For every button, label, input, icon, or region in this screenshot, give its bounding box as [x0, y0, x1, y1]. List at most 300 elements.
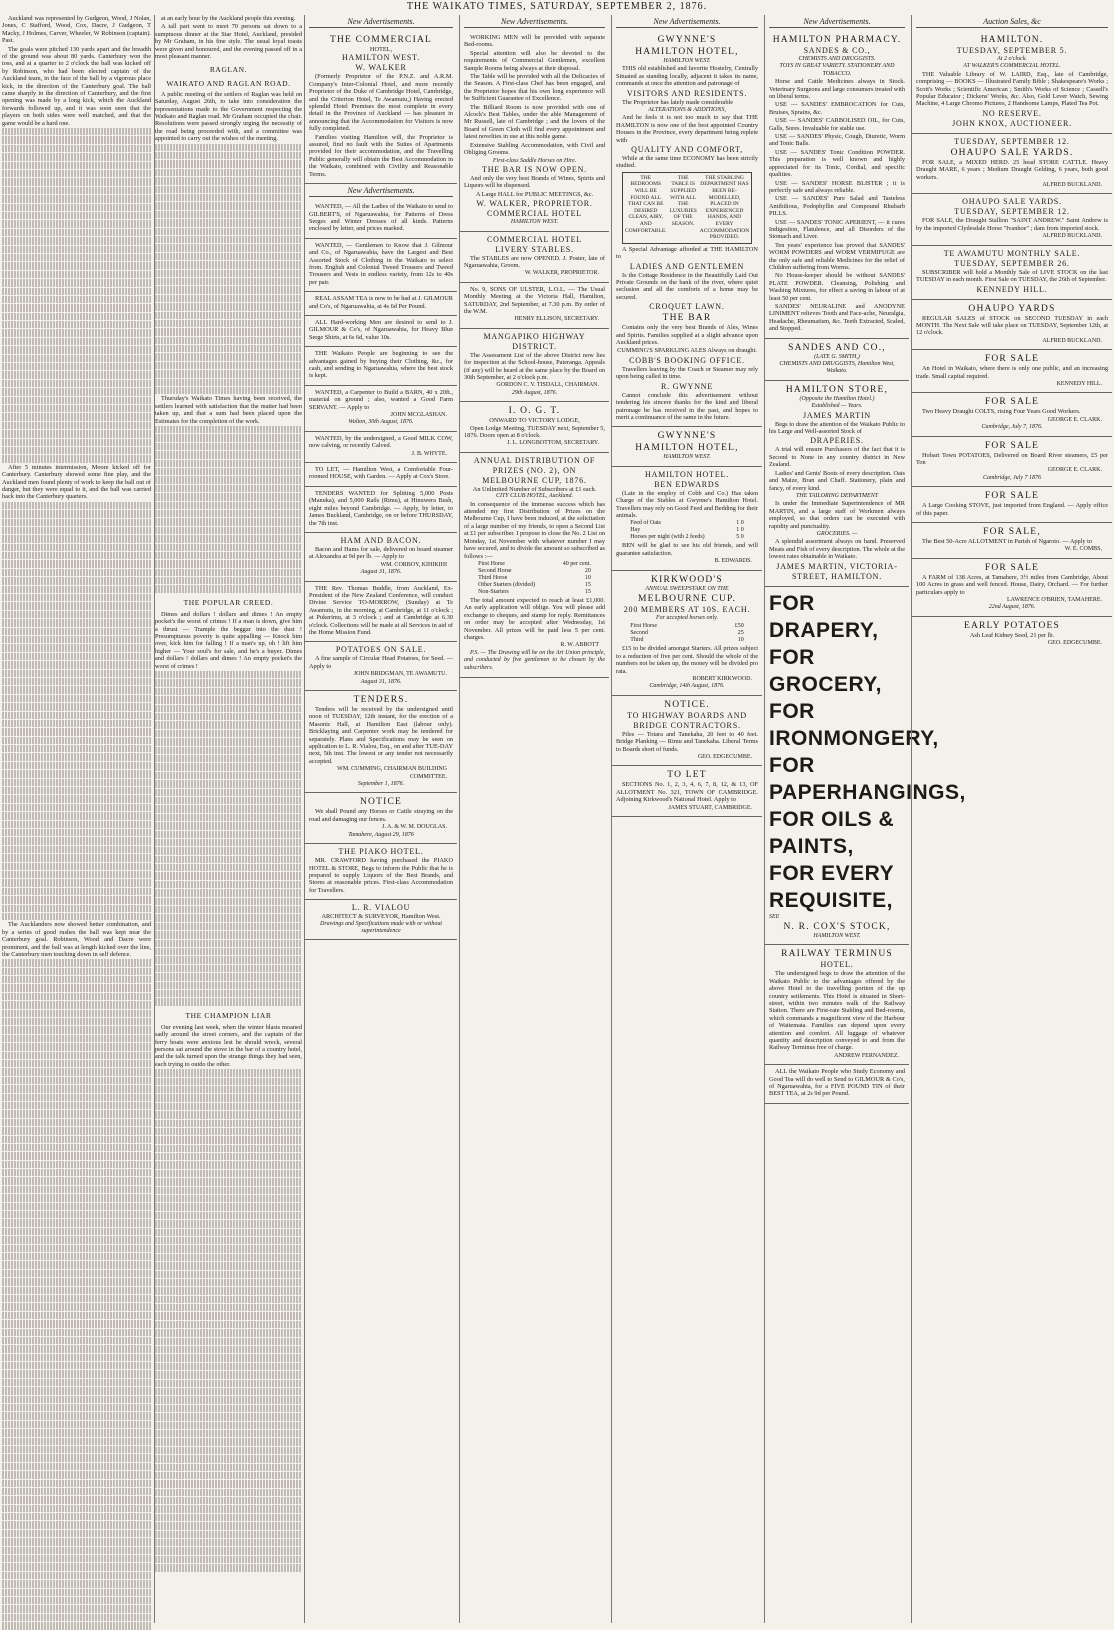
- ad-place: HAMILTON WEST.: [663, 58, 711, 64]
- poem-text: Dimes and dollars ! dollars and dimes ! An empty pocket's the worst of crimes ! If a man is down, give him a thrust — Trample the beggar into the dust ! Presumptuous poverty is quite appalling — Knock him over, kick him for falling ! If a man's up, oh ! lift him higher — Your soul's for sale, and he's a buyer. Dimes and dollars ! dollars and dimes ! An empty pocket's the worst of crimes !: [155, 610, 302, 670]
- story-continued: [155, 1069, 302, 1571]
- ad-date: 29th August, 1876.: [511, 389, 558, 396]
- ad-text: THIS old established and favorite Hostelry, Centrally Situated as standing locally, adjacent it takes its name, commands at once the attention and patronage of: [616, 65, 758, 88]
- ad-signature: W. WALKER, PROPRIETOR.: [476, 199, 593, 209]
- ad-name: HAMILTON HOTEL,: [635, 443, 739, 454]
- column-2-news: [154, 15, 302, 1623]
- ad-text: (Late in the employ of Cobb and Co.) Has taken Charge of the Stables at Gwynne's Hamilton Hotel. Travellers may rely on Good Feed and Bedding for their animals.: [616, 489, 758, 519]
- ad-farm-for-sale: [912, 559, 1112, 617]
- raglan-meeting: A public meeting of the settlers of Raglan was held on Saturday, August 26th, to take into consideration the representations made to the Government respecting the Waikato and Raglan road. Mr Graham occupied the chair. Resolutions were passed strongly urging the necessity of the road being proceeded with, and a committee was appointed to carry out the wishes of the meeting.: [155, 90, 302, 143]
- use-item: USE — SANDES' Physic, Cough, Diuretic, Worm and Tonic Balls.: [769, 133, 905, 148]
- ad-text: Cannot conclude this advertisement without tendering his sincere thanks for the kind and liberal patronage he has received in the past, and hopes to merit a continuance of the same in the future.: [616, 391, 758, 421]
- ad-te-awamutu-sale: [912, 246, 1112, 300]
- ad-text: SUBSCRIBER will hold a Monthly Sale of LIVE STOCK on the last TUESDAY in each month. First Sale on TUESDAY, the 26th of September.: [916, 268, 1108, 284]
- ad-title: FOR SALE: [984, 562, 1040, 573]
- ad-location: AT WALKER'S COMMERCIAL HOTEL.: [963, 63, 1061, 70]
- ad-title: SANDES AND CO.,: [788, 342, 886, 353]
- ad-name: N. R. COX'S STOCK,: [783, 921, 891, 932]
- ad-text: REGULAR SALES of STOCK on SECOND TUESDAY in each MONTH. The Next Sale will take place on TUESDAY, September 12th, at 12 o'clock.: [916, 314, 1108, 337]
- feature-stabling: THE STABLING DEPARTMENT HAS BEEN RE-MODELLED, PLACED IN EXPERIENCED HANDS, AND EVERY ACCOMMODATION PROVIDED.: [699, 174, 750, 241]
- ad-subtitle: (LATE G. SMITH,): [814, 353, 860, 360]
- ad-subtitle: ONWARD TO VICTORY LODGE,: [489, 417, 580, 425]
- ad-note: For accepted horses only.: [656, 614, 718, 621]
- ad-title: FOR SALE: [984, 397, 1040, 408]
- match-report: The goals were pitched 130 yards apart and the breadth of the ground was about 80 yards. Canterbury won the toss, and at a quarter to 2 o'clock the ball was kicked off by Robinson, who had been elected captain of the Auckland team, in the face of the ball by a vigorous place kick, in the direction of the Canterbury goal. The ball came sharply in the direction of Canterbury, and the first opening was made by a long kick, which the Auckland forwards followed up, and it was soon seen that the players on both sides were well matched, and that the game would be a hard one.: [2, 45, 151, 127]
- raglan-continued-2: [155, 426, 302, 593]
- ad-text: Horse and Cattle Medicines always in Stock. Veterinary Surgeons and large consumers treated with on liberal terms.: [769, 78, 905, 101]
- ad-signature: JOHN KNOX, AUCTIONEER.: [952, 118, 1072, 128]
- dinner-report-lead: at an early hour by the Auckland people this evening.: [161, 15, 296, 22]
- ad-note: P.S. — The Drawing will be on the Art Union principle, and conducted by five gentlemen to be chosen by the subscribers.: [464, 649, 605, 671]
- ad-date: TUESDAY, SEPTEMBER 26.: [954, 258, 1070, 268]
- ad-text: FOR SALE, a MIXED HERD. 25 head STORE CATTLE. Heavy Draught MARE, 6 years ; Medium Draught Gelding, 6 years, both good workers.: [916, 158, 1108, 181]
- ad-hamilton-pharmacy: [765, 31, 909, 339]
- ad-text: THE Valuable Library of W. LAIRD, Esq., late of Cambridge, comprising — BOOKS — Illustrated Family Bible ; Shakespeare's Works ; Scott's Works ; Scientific American ; Smith's Works of Science ; Cassell's Popular Educator ; Dickens' Works, &c. Also, Gold Lever Watch, Sewing Machine, 4 Large Chromo Pictures, 2 Handsome Lamps, Plated Tea Pot.: [916, 70, 1108, 108]
- use-item: USE — SANDES' CARBOLISED OIL, for Cuts, Galls, Sores. Invaluable for stable use.: [769, 117, 905, 132]
- ad-stove-for-sale: [912, 487, 1112, 523]
- ad-piako-hotel: [305, 844, 457, 900]
- column-heading: New Advertisements.: [616, 16, 758, 28]
- ad-text: THE Waikato People are beginning to see the advantages gained by buying their Clothing, &c., for cash, and sending to Ngaruawahia, where the best stock is kept.: [309, 350, 453, 380]
- ad-text: Piles — Totara and Tanekaha, 20 feet to 40 feet. Bridge Planking — Rimu and Tanekaha. Liberal Terms to Boards short of funds.: [616, 730, 758, 753]
- ad-name: BEN EDWARDS: [654, 479, 720, 489]
- ad-text: THE Rev. Thomas Buddle, from Auckland, Ex-President of the New Zealand Conference, will conduct Divine Service TO-MORROW, (Sunday) at Te Awamutu, in the morning, at Cambridge, at 11 o'clock ; at Pukerimu, at 3 o'clock ; and at Cambridge at 6.30 o'clock. Collections will be made at all Services in aid of the Home Mission Fund.: [309, 584, 453, 636]
- ad-laird-library: [912, 31, 1112, 134]
- closing-report: The Aucklanders now showed better combination, and by a series of good rushes the ball was kept near the Canterbury goal. Robinson, Wood and Dacre were prominent, and the ball was at length kicked over the line, the Canterbury men touching down in self defence.: [2, 921, 151, 958]
- ad-heading: VISITORS AND RESIDENTS.: [626, 88, 748, 98]
- ad-subtitle: TO HIGHWAY BOARDS AND BRIDGE CONTRACTORS.: [627, 710, 747, 730]
- ad-heading: COBB'S BOOKING OFFICE.: [629, 355, 745, 365]
- ad-text: WANTED, by the undersigned, a Good MILK COW, now calving, or recently Calved.: [309, 434, 453, 450]
- ad-date: August 31, 1876.: [360, 678, 402, 685]
- ad-signature: JAMES MARTIN, VICTORIA-STREET, HAMILTON.: [776, 561, 898, 581]
- column-heading: New Advertisements.: [769, 16, 905, 28]
- ad-title: I. O. G. T.: [508, 406, 561, 417]
- ad-title: NOTICE: [359, 797, 403, 808]
- ad-assam-tea: [305, 292, 457, 316]
- ad-title: ANNUAL DISTRIBUTION OF PRIZES (NO. 2), ON MELBOURNE CUP, 1876.: [473, 455, 596, 485]
- ad-text: ARCHITECT & SURVEYOR, Hamilton West.: [321, 913, 441, 921]
- ad-title: FOR SALE: [984, 491, 1040, 502]
- ad-body-2: Families visiting Hamilton will, the Proprietor is assured, find no fault with the Suites of Apartments provided for their accommodation, and the Travelling Public generally will obtain the Best Accommodation in the Waikato, combined with Civility and Reasonable Terms.: [309, 133, 453, 178]
- ad-heading: THE BAR: [662, 313, 712, 324]
- ad-date: September 1, 1876.: [357, 781, 405, 788]
- ad-text: £15 to be divided amongst Starters. All prizes subject to a reduction of five per cent. Should the whole of the numbers not be taken up, the money will be divided pro rata.: [616, 645, 758, 675]
- ad-clothing-cash: [305, 347, 457, 386]
- ad-signature: GEO. EDGECUMBE.: [1047, 640, 1102, 647]
- ad-title: COMMERCIAL HOTEL: [487, 209, 582, 219]
- ad-gilmour-tea: [765, 1065, 909, 1104]
- ad-ham-bacon: [305, 533, 457, 582]
- ad-tenders-hall: [305, 691, 457, 793]
- ad-allotment-for-sale: [912, 523, 1112, 559]
- ad-date: Tamahere, August 29, 1876: [348, 831, 414, 838]
- ad-hamilton-store: [765, 381, 909, 587]
- ad-date: August 31, 1876.: [360, 569, 402, 576]
- ad-date: Walton, 30th August, 1876.: [348, 419, 414, 426]
- ad-title: COMMERCIAL HOTEL: [487, 234, 582, 244]
- prize-row: First Horse £50: [630, 623, 744, 630]
- ad-proprietor: W. WALKER: [355, 63, 407, 73]
- ad-text: WANTED, — Gentlemen to Know that J. Gilmour and Co., of Ngaruawahia, have the Largest and Best Assorted Stock of Clothing in the Waikato to select from. English and Colonial Tweed Trousers and Tweed Trousers and Vests in endless variety, from 12s to 40s per pair.: [309, 241, 453, 286]
- ad-date: TUESDAY, SEPTEMBER 5.: [956, 46, 1068, 55]
- column-heading: New Advertisements.: [309, 16, 453, 28]
- ad-signature: ALFRED BUCKLAND.: [1042, 233, 1102, 240]
- ad-text: Is under the Immediate Superintendence of MR MARTIN, and a large staff of Workmen always employed, so that orders can be executed with rapidity and punctuality.: [769, 500, 905, 530]
- ad-text: First-class Saddle Horses on Hire.: [492, 157, 577, 164]
- feature-boxes: [622, 172, 752, 244]
- ad-text: CHEMISTS AND DRUGGISTS, Hamilton West, Waikato.: [779, 361, 895, 375]
- ad-saint-andrew: [912, 194, 1112, 245]
- ad-title: OHAUPO SALE YARDS.: [950, 147, 1074, 158]
- ad-heading: 200 MEMBERS AT 10S. EACH.: [623, 604, 751, 614]
- ad-text: Travellers leaving by the Coach or Steamer may rely upon being called in time.: [616, 365, 758, 381]
- ad-sandes-chemists: [765, 339, 909, 381]
- ad-title: OHAUPO YARDS: [968, 303, 1056, 314]
- ad-title: RAILWAY TERMINUS: [781, 949, 893, 960]
- ad-railway-terminus: [765, 945, 909, 1065]
- ad-carpenter-wanted: [305, 386, 457, 432]
- ad-signature: J. L. LONGBOTTOM, SECRETARY.: [507, 440, 599, 447]
- ad-subtitle: LIVERY STABLES.: [495, 244, 574, 254]
- ad-signature: ROBERT KIRKWOOD.: [692, 676, 752, 682]
- prize-row: Other Starters (divided) 15: [478, 581, 591, 588]
- ad-highway-notice: [612, 696, 762, 767]
- ad-title: FOR SALE,: [983, 527, 1041, 537]
- ad-text: No House-keeper should be without SANDES' PLATE POWDER. Cleansing, Polishing and Washing Mixtures, for effect a saving in labour of at least 50 per cent.: [769, 272, 905, 302]
- ad-early-potatoes: [912, 617, 1112, 652]
- ad-text: TO LET, — Hamilton West, a Comfortable Four-roomed HOUSE, with Garden. — Apply at Cox's Store.: [309, 466, 453, 481]
- ad-place: CITY CLUB HOTEL, Auckland.: [495, 493, 574, 500]
- ad-divine-service: [305, 582, 457, 643]
- ad-heading: ALTERATIONS & ADDITIONS,: [648, 107, 726, 114]
- ad-title: GWYNNE'S: [657, 35, 717, 45]
- ad-title: FOR SALE: [984, 440, 1040, 451]
- ad-title: THE COMMERCIAL: [329, 35, 433, 45]
- ad-title: TENDERS.: [353, 695, 409, 705]
- ad-text: Ladies' and Gents' Boots of every description. Oats and Maize, Bran and Chaff. Stationery, plain and fancy, of every kind.: [769, 469, 905, 492]
- ad-text: The Best 50-Acre ALLOTMENT in Parish of Ngaroto. — Apply to: [922, 538, 1093, 545]
- column-1-sport-report: [2, 15, 151, 1623]
- ad-sections-to-let: [612, 766, 762, 817]
- ad-potatoes-for-sale: [912, 437, 1112, 488]
- ad-text: The Billiard Room is now provided with one of Alcock's Best Tables, under the able Management of Mr Russell, late of Cambridge ; and the lovers of the Board of Green Cloth will find every appointment and latest novelties in use at this noble game.: [464, 103, 605, 141]
- ad-text: A trial will ensure Purchasers of the fact that it is Second to None in any country district in New Zealand.: [769, 446, 905, 469]
- story-heading: THE CHAMPION LIAR: [185, 1010, 272, 1020]
- ad-signature: J. B. WHYTE.: [411, 450, 447, 457]
- ad-subtitle: TOYS IN GREAT VARIETY. STATIONERY AND TOBACCO.: [779, 63, 895, 77]
- ad-signature: R. W. ABBOTT: [560, 642, 599, 649]
- ad-place: HAMILTON WEST.: [663, 454, 711, 461]
- ad-signature: JOHN BRIDGMAN, TE AWAMUTU.: [353, 671, 447, 678]
- use-item: USE — SANDES' HORSE BLISTER ; it is perfectly safe and always reliable.: [769, 179, 905, 194]
- ad-livery-stables: [460, 232, 609, 283]
- ad-title: POTATOES ON SALE.: [335, 645, 427, 655]
- masthead: THE WAIKATO TIMES, SATURDAY, SEPTEMBER 2, 1876.: [406, 1, 708, 12]
- ad-milk-cow: [305, 432, 457, 463]
- ad-signature: J. A. & W. M. DOUGLAS.: [381, 824, 447, 831]
- prize-list: [478, 561, 591, 596]
- ad-title: HAMILTON STORE,: [785, 384, 889, 395]
- ad-text: The undersigned begs to draw the attention of the Waikato Public to the advantages offered by the above Hotel to the travelling portion of the up country settlements. This Hotel is situated in Short-street, within two minutes walk of the Railway Station. There are First-rate Stabling and Bed-rooms, which commands a magnificent view of the Harbour of Waitemata. Families can depend upon every attention and comfort. All luggage of whatever quantity and description conveyed to and from the Railway Terminus free of charge.: [769, 970, 905, 1052]
- ad-text: A Special Advantage afforded at THE HAMILTON to: [616, 245, 758, 261]
- ad-signature: GEORGE E. CLARK.: [1047, 416, 1102, 423]
- section-heading: New Advertisements.: [309, 185, 453, 197]
- poem-heading: THE POPULAR CREED.: [183, 597, 274, 607]
- ad-gwynnes-hotel: [612, 31, 762, 427]
- ad-text: Extensive Stabling Accommodation, with Civil and Obliging Grooms.: [464, 141, 605, 157]
- ad-text: The STABLES are now OPENED. J. Poster, late of Ngaruawahia, Groom.: [464, 254, 605, 269]
- ad-subtitle: CHEMISTS AND DRUGGISTS.: [798, 56, 876, 62]
- cox-line: FOR EVERY REQUISITE,: [769, 861, 894, 912]
- prize-row: Non-Starters 15: [478, 588, 591, 595]
- cox-line: FOR DRAPERY,: [769, 591, 879, 642]
- ad-text: Special attention will also be devoted to the requirements of Commercial Gentlemen, excellent Sample Rooms being always at their disposal.: [464, 49, 605, 72]
- ad-subtitle: HOTEL,: [369, 46, 393, 53]
- ad-hotel-for-sale: [912, 350, 1112, 393]
- ad-heading: NO RESERVE.: [982, 108, 1042, 118]
- prize-list: [630, 623, 744, 644]
- ad-title: THE PIAKO HOTEL.: [338, 847, 424, 857]
- ad-signature: JOHN MCGLASHAN.: [390, 412, 447, 419]
- ad-text: Open Lodge Meeting, TUESDAY next, September 5, 1876. Doors open at 8 o'clock.: [464, 424, 605, 440]
- ad-title: TO LET: [667, 770, 707, 781]
- ad-text: WORKING MEN will be provided with separate Bed-rooms.: [464, 34, 605, 49]
- rates-list: [630, 520, 744, 541]
- cox-line: FOR GROCERY,: [769, 645, 882, 696]
- ad-text: The total amount expected to reach at least £1,000. An early application will oblige. You will please add exchange to cheques, and stamp for reply. Remittances on order may be accepted after Wednesday, 1st November. All prizes will be paid less 5 per cent. charges.: [464, 596, 605, 641]
- ad-ladies-wanted: [305, 200, 457, 239]
- ad-title: MANGAPIKO HIGHWAY DISTRICT.: [483, 331, 586, 351]
- ad-text: While at the same time ECONOMY has been strictly studied.: [616, 155, 758, 170]
- column-4-advertisements: [459, 15, 609, 1623]
- ad-signature: WM. CUMMING, CHAIRMAN BUILDING COMMITTEE.: [337, 766, 447, 780]
- ad-date: TUESDAY, SEPTEMBER 12.: [954, 207, 1070, 217]
- ad-text: Tenders will be received by the undersigned until noon of TUESDAY, 12th instant, for the erection of a Masonic Hall, at Hamilton East (labour only). Bricklaying and Carpenter work may be tendered for separately. Plans and Specifications may be seen on application to L. R. Vialou, Esq., on and after TUE-DAY next, 5th inst. The lowest or any tender not necessarily accepted.: [309, 706, 453, 765]
- ad-text: MR. CRAWFORD having purchased the PIAKO HOTEL & STORE, Begs to inform the Public that he is prepared to supply Liquors of the Best Brands, and Stores at reasonable prices. First-class Accommodation for Travellers.: [309, 857, 453, 894]
- ad-text: No. 9, SONS OF ULSTER, L.O.L. — The Usual Monthly Meeting at the Victoria Hall, Hamilton, SATURDAY, 2nd September, at 7.30 p.m. By order of the W.M.: [464, 285, 605, 315]
- ad-place: HAMILTON WEST.: [341, 53, 421, 63]
- ad-text: ALL the Waikato People who Study Economy and Good Tea will do well to Send to GILMOUR & Co's, of Ngaruawahia, for a FIVE POUND TIN of their BEST TEA, at 2s 9d per Pound.: [769, 1068, 905, 1098]
- ad-signature: KENNEDY HILL.: [976, 284, 1048, 294]
- ad-name: HAMILTON HOTEL,: [635, 47, 739, 57]
- ad-signature: ALFRED BUCKLAND.: [1042, 182, 1102, 189]
- ad-title: HAMILTON HOTEL.: [645, 469, 729, 479]
- ad-heading: MELBOURNE CUP.: [637, 593, 737, 604]
- ad-potatoes: [305, 642, 457, 691]
- ad-signature: WM. CORBOY, KIHIKIHI: [380, 561, 447, 568]
- ad-title: L. R. VIALOU: [351, 903, 411, 913]
- ad-signature: B. EDWARDS.: [714, 558, 752, 565]
- ad-text: In consequence of the immense success which has attended my first Distribution of Prizes on the Melbourne Cup, I have been induced, at the solicitation of a large number of my friends, to open a Second List at £1 per subscriber. I propose to close the No. 2 List on Monday, 1st November with whatever number I may have secured, and to divide the amount so subscribed as follows :—: [464, 500, 605, 560]
- ad-text: TENDERS WANTED for Splitting 5,000 Posts (Manuka), and 5,000 Rails (Rimu), at Hinuwera Bush, eight miles beyond Cambridge. — Apply, by letter, to James Buckland, Cambridge, on or before THURSDAY, the 7th inst.: [309, 489, 453, 527]
- ad-heading: THE TAILORING DEPARTMENT: [795, 492, 879, 499]
- column-heading: New Advertisements.: [464, 16, 605, 28]
- ad-text: A fine sample of Circular Head Potatoes, for Seed. — Apply to: [309, 655, 453, 670]
- ad-text: SANDES' NEURALINE and ANODYNE LINIMENT relieves Tooth and Face-ache, Neuralgia, Headache, Rheumatism, &c. Teeth Extracted, Scaled, and Stopped.: [769, 303, 905, 333]
- ad-text: A Large HALL for PUBLIC MEETINGS, &c.: [475, 190, 594, 198]
- ad-subtitle: ANNUAL SWEEPSTAKE ON THE: [645, 585, 729, 592]
- ad-subtitle: Established — Years.: [811, 403, 863, 410]
- ad-signature: HENRY ELLISON, SECRETARY.: [514, 316, 599, 323]
- raglan-subheading: WAIKATO AND RAGLAN ROAD.: [166, 79, 291, 89]
- rate-row: Hay 1 0: [630, 527, 744, 534]
- cox-line: FOR PAPERHANGINGS,: [769, 753, 966, 804]
- ad-signature: ANDREW FERNANDEZ.: [834, 1052, 899, 1059]
- ad-ohaupo-yards: [912, 300, 1112, 351]
- ad-time: At 2 o'clock.: [997, 56, 1027, 62]
- raglan-continued: [155, 144, 302, 395]
- ad-heading: LADIES AND GENTLEMEN: [629, 261, 745, 271]
- ad-pound-notice: [305, 793, 457, 844]
- use-item: USE — SANDES' Pure Salad and Tasteless Antibilious, Podophyllin and Compound Rhubarb PILLS.: [769, 195, 905, 218]
- continued-text: [2, 128, 151, 463]
- feature-bedrooms: THE BEDROOMS WILL BE FOUND ALL THAT CAN BE DESIRED CLEAN, AIRY, AND COMFORTABLE.: [625, 174, 667, 234]
- prize-row: Third Horse 10: [478, 574, 591, 581]
- ad-text: A Large Cooking STOVE, just imported from England. — Apply office of this paper.: [916, 502, 1108, 517]
- ad-iogt-lodge: [460, 402, 609, 453]
- ad-text: BEN will be glad to see his old friends, and will guarantee satisfaction.: [616, 542, 758, 557]
- ad-title: EARLY POTATOES: [963, 620, 1061, 631]
- ad-text: The Assessment List of the above District now lies for inspection at the School-house, Pateranga. Appeals (if any) will be heard at the same place by the Board on 30th September, at 2 o'clock p.m.: [464, 351, 605, 381]
- ad-place: HAMILTON WEST.: [510, 219, 559, 226]
- ad-title: GWYNNE'S: [657, 431, 717, 442]
- ad-date: TUESDAY, SEPTEMBER 12.: [954, 136, 1070, 146]
- ad-gwynnes-hotel-2: [612, 427, 762, 466]
- ad-heading: DRAPERIES.: [810, 436, 864, 446]
- ad-text: CUMMING'S SPARKLING ALES Always on draught.: [617, 347, 757, 355]
- ad-title: HAMILTON PHARMACY.: [772, 35, 902, 45]
- ad-name: JAMES MARTIN: [802, 410, 871, 420]
- ad-body: (Formerly Proprietor of the P.N.Z. and A.R.M. Company's Inter-Colonial Hotel, and more recently Proprietor of the Duke of Cambridge Hotel, Cambridge, and the Criterion Hotel, Te Awamutu,) Having erected splendid Hotel Premises the most complete in every detail in the Province of Auckland — has pleasure in announcing that the Accommodation for Visitors is now fully completed.: [309, 73, 453, 133]
- ad-tenders-posts: [305, 487, 457, 533]
- ad-note: Drawings and Specifications made with or without superintendence: [319, 920, 442, 934]
- continued-text-3: [2, 959, 151, 1629]
- ad-signature: R. GWYNNE: [660, 381, 714, 391]
- ad-text: Begs to draw the attention of the Waikato Public to his Large and Well-assorted Stock of: [769, 420, 905, 436]
- ad-sons-of-ulster: [460, 283, 609, 329]
- dinner-report: A tall part went to meet 70 persons sat down to a sumptuous dinner at the Star Hotel, Auckland, presided by Mr Graham, in his fine style. The usual loyal toasts were given and honoured, and the evening passed off in a most pleasant manner.: [155, 23, 302, 61]
- second-half-report: After 5 minutes intermission, Moore kicked off for Canterbury. Canterbury showed some fine play, and the Auckland men found plenty of work to keep the ball out of danger, but they were equal to it, and the ball was carried back into the Canterbury quarters.: [2, 463, 151, 501]
- ad-signature: W. E. COMBS,: [1064, 546, 1102, 553]
- ad-signature: GEO. EDGECUMBE.: [697, 754, 752, 761]
- ad-place: HAMILTON WEST.: [813, 932, 861, 939]
- column-3-advertisements: [304, 15, 457, 1623]
- ad-cox-stock: [765, 587, 966, 946]
- column-7-auction-sales: [911, 15, 1112, 1623]
- ad-text: Two Heavy Draught COLTS, rising Four Years Good Workers.: [922, 408, 1081, 416]
- cox-line: FOR OILS & PAINTS,: [769, 807, 895, 858]
- ad-date: Cambridge, July 7 1876: [983, 474, 1041, 481]
- ad-subtitle: HOTEL.: [820, 960, 854, 970]
- ad-architect: [305, 900, 457, 940]
- column-heading: Auction Sales, &c: [916, 16, 1108, 28]
- ad-title: KIRKWOOD'S: [651, 574, 723, 585]
- ad-mangapiko-highway: [460, 329, 609, 402]
- rate-row: Horses per night (with 2 feeds) 5 0: [630, 534, 744, 541]
- column-5-advertisements: [611, 15, 762, 1623]
- ad-colts-for-sale: [912, 393, 1112, 436]
- ad-text: FOR SALE, the Draught Stallion "SAINT ANDREW." Saint Andrew is by the imported Clydesdale Horse "Ivanhoe" ; dam from imported stock.: [916, 217, 1108, 232]
- ad-ohaupo-mixed-herd: [912, 134, 1112, 195]
- ad-serge-shirts: [305, 316, 457, 347]
- ad-date: 22nd August, 1876.: [988, 604, 1036, 611]
- ad-title: NOTICE.: [664, 699, 710, 710]
- ad-text: REAL ASSAM TEA is now to be had at J. GILMOUR and Co's, of Ngaruawahia, at 4s 6d Per Pound.: [309, 295, 454, 310]
- ad-title: FOR SALE: [984, 354, 1040, 365]
- ad-title: THE BAR IS NOW OPEN.: [482, 164, 587, 174]
- ad-text: Ten years' experience has proved that SANDES' WORM POWDERS and WORM VERMIFUGE are the only safe and reliable Medicines for the relief of Children suffering from Worms.: [769, 241, 905, 271]
- ad-signature: JAMES STUART, CAMBRIDGE.: [668, 804, 752, 811]
- team-list: Auckland was represented by Gudgeon, Wood, J Nolan, Jones, C Stafford, Wood, Cox, Dacre, J Gudgeon, T Macky, J Holmes, Carver, Wheeler, W Robinson (captain). Past.: [2, 15, 151, 45]
- prize-row: Second 25: [630, 630, 744, 637]
- poem-continued: [155, 671, 302, 1006]
- ad-title: TE AWAMUTU MONTHLY SALE.: [943, 248, 1081, 258]
- ad-text: And only the very best Brands of Wines, Spirits and Liquors will be dispensed.: [464, 174, 605, 190]
- ad-gentlemen-wanted: [305, 239, 457, 292]
- ad-signature: GEORGE E. CLARK.: [1047, 467, 1102, 474]
- ad-text: Ash Leaf Kidney Seed, 21 per lb.: [969, 631, 1055, 639]
- ad-text: Bacon and Hams for sale, delivered on board steamer at Alexandra at 9d per lb. — Apply to: [309, 545, 453, 561]
- column-6-advertisements: [764, 15, 966, 1623]
- ad-text: ALL Hard-working Men are desired to send to J. GILMOUR & Co's, of Ngaruawahia, for Heavy Blue Serge Shirts, at 6s 6d, value 10s.: [309, 318, 453, 341]
- use-item: USE — SANDES' EMBROCATION for Cuts, Bruises, Sprains, &c.: [769, 101, 905, 116]
- raglan-meeting-2: Thursday's Waikato Times having been received, the settlers learned with satisfaction that the matter had been taken up, and that a sum had been placed upon the Estimates for the completion of the work.: [155, 395, 302, 425]
- ad-subtitle: (Opposite the Hamilton Hotel.): [799, 395, 875, 402]
- ad-house-to-let: [305, 463, 457, 487]
- ad-text: Hobart Town POTATOES, Delivered on Board River steamers, £5 per Ton: [916, 451, 1108, 466]
- ad-commercial-hotel-continued: [460, 31, 609, 232]
- ad-text: A FARM of 138 Acres, at Tamahere, 3½ miles from Cambridge, About 100 Acres in grass and well fenced. House, Dairy, Orchard. — For further particulars apply to: [916, 573, 1108, 596]
- ad-text: SECTIONS No. 1, 2, 3, 4, 6, 7, 8, 12, & 13, OF ALLOTMENT No. 321, TOWN OF CAMBRIDGE. Adjoining Kirkwood's National Hotel. Apply to: [616, 781, 758, 804]
- prize-row: Second Horse 20: [478, 567, 591, 574]
- ad-text: The Table will be provided with all the Delicacies of the Season. A First-class Chef has been engaged, and the Proprietor hopes that his own long experience will be Sufficient Guarantee of Excellence.: [464, 73, 605, 103]
- ad-text: An Hotel in Waikato, where there is only one public, and an increasing trade. Small capital required.: [916, 365, 1108, 380]
- feature-table: THE TABLE IS SUPPLIED WITH ALL THE LUXURIES OF THE SEASON.: [669, 174, 697, 228]
- prize-row: First Horse 40 per cent.: [478, 560, 591, 567]
- continued-text-2: [2, 502, 151, 921]
- ad-text: WANTED, — All the Ladies of the Waikato to send to GILBERT'S, of Ngaruawahia, for Patterns of Dress Serges and Winter Dresses of all kinds. Patterns enclosed by letter, and prices marked.: [309, 203, 453, 233]
- ad-signature: W. WALKER, PROPRIETOR.: [524, 270, 599, 277]
- ad-date: Cambridge, July 7, 1876.: [981, 424, 1043, 431]
- rate-row: Feed of Oats 1 0: [630, 520, 744, 527]
- cox-line: FOR IRONMONGERY,: [769, 699, 939, 750]
- ad-subtitle: An Unlimited Number of Subscribers at £1 each.: [472, 485, 597, 493]
- ad-melbourne-cup-distribution: [460, 453, 609, 678]
- ad-name: SANDES & CO.,: [803, 46, 871, 55]
- ad-place: HAMILTON.: [980, 35, 1044, 45]
- ad-signature: KENNEDY HILL.: [1056, 380, 1102, 387]
- ad-text: A splendid assortment always on hand. Preserved Meats and Fish of every description. The whole at the lowest rates obtainable in Waikato.: [769, 538, 905, 561]
- ad-text: And he feels it is not too much to say that THE HAMILTON is now one of the best appointed Country Houses in the Province, every department being replete with: [616, 114, 758, 144]
- ad-heading: QUALITY AND COMFORT,: [631, 145, 743, 155]
- ad-text: Contains only the very best Brands of Ales, Wines and Spirits. Families supplied at a slight advance upon Auckland prices.: [616, 324, 758, 347]
- ad-heading: CROQUET LAWN.: [649, 302, 725, 312]
- ad-note: SEE: [769, 913, 780, 920]
- ad-commercial-hotel: [305, 31, 457, 184]
- ad-signature: GORDON C. V. TISDALL, CHAIRMAN.: [496, 382, 599, 389]
- raglan-heading: RAGLAN.: [209, 65, 248, 75]
- ad-text: We shall Pound any Horses or Cattle straying on the road and damaging our fences.: [309, 808, 453, 823]
- ad-date: Cambridge, 14th August, 1876.: [649, 683, 725, 690]
- ad-title: HAM AND BACON.: [340, 535, 422, 545]
- story-text: Our evening last week, when the winter blasts moaned sadly around the street corners, and the captain of the ferry boats were anxious lest he should wreck, several persons sat around the stove in the bar of a country hotel, and the talk turned upon the strange things they had seen, each trying to outdo the other.: [155, 1023, 302, 1068]
- use-item: USE — SANDES' TONIC APERIENT, — it cures Indigestion, Flatulence, and all Disorders of the Stomach and Liver.: [769, 218, 905, 241]
- ad-kirkwood-sweepstake: [612, 571, 762, 696]
- ad-text: Is the Cottage Residence in the Beautifully Laid Out Private Grounds on the bank of the river, where quiet seclusion and all the comforts of a home may be secured.: [616, 271, 758, 301]
- ad-ben-edwards: [612, 467, 762, 571]
- ad-signature: ALFRED BUCKLAND.: [1042, 337, 1102, 344]
